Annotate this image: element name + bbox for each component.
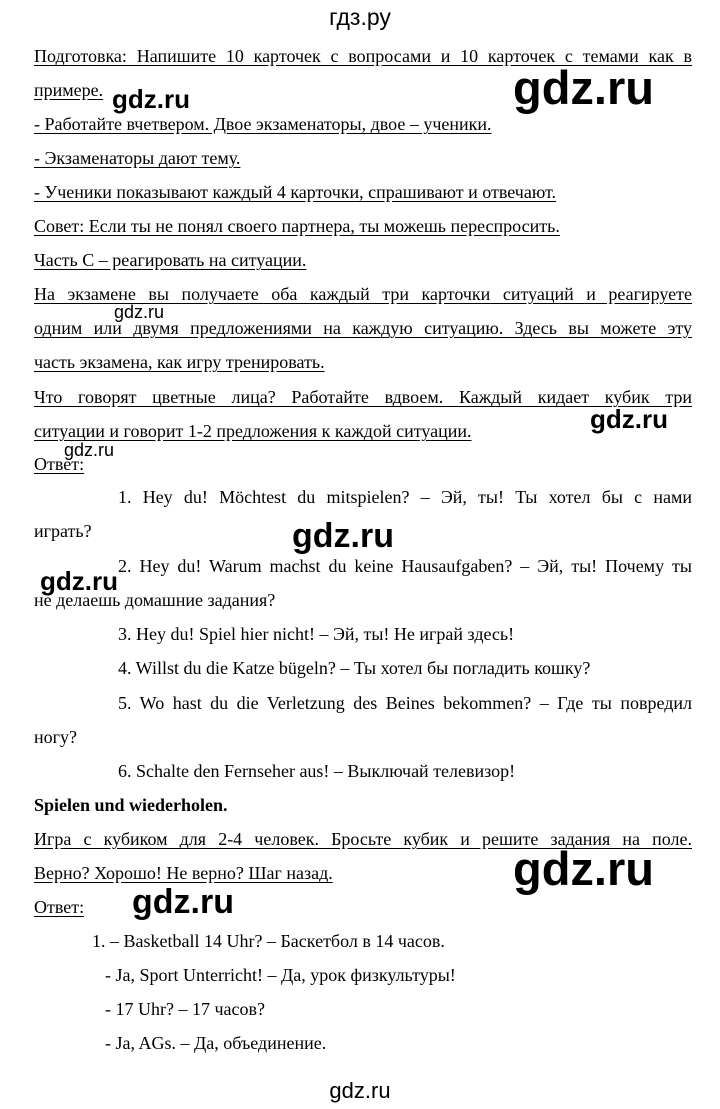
task-line: На экзамене вы получаете оба каждый три карточки ситуаций и реагируете [34,284,692,304]
task-line: Подготовка: Напишите 10 карточек с вопросами и 10 карточек с темами как в [34,46,692,66]
task-line: одним или двумя предложениями на каждую ситуацию. Здесь вы можете эту [34,318,692,338]
task-line: - Ученики показывают каждый 4 карточки, спрашивают и отвечают. [34,182,557,202]
task-line: ситуации и говорит 1-2 предложения к каждой ситуации. [34,421,472,441]
answer-line: играть? [34,521,92,541]
answer-line: 1. Hey du! Möchtest du mitspielen? – Эй, ты! Ты хотел бы с нами [118,487,692,507]
dialog-line: - 17 Uhr? – 17 часов? [105,999,265,1019]
watermark: gdz.ru [292,517,394,555]
answer-label: Ответ: [34,454,85,474]
section-title: Spielen und wiederholen. [34,795,228,815]
dialog-line: - Ja, AGs. – Да, объединение. [105,1033,327,1053]
watermark: gdz.ru [64,440,115,460]
answer-line: 5. Wo hast du die Verletzung des Beines bekommen? – Где ты повредил [118,693,692,713]
answer-line: 2. Hey du! Warum machst du keine Hausaufgaben? – Эй, ты! Почему ты [118,556,692,576]
watermark: gdz.ru [114,302,165,322]
section-line: Верно? Хорошо! Не верно? Шаг назад. [34,863,333,883]
answer-line: 6. Schalte den Fernseher aus! – Выключай телевизор! [118,761,516,781]
answer-line: не делаешь домашние задания? [34,590,276,610]
task-line: часть экзамена, как игру тренировать. [34,352,325,372]
answer-label: Ответ: [34,897,85,917]
task-line: Часть С – реагировать на ситуации. [34,250,307,270]
watermark: gdz.ru [112,84,190,114]
site-footer: gdz.ru [329,1078,391,1103]
task-line: Совет: Если ты не понял своего партнера, ты можешь переспросить. [34,216,560,236]
watermark: gdz.ru [132,883,234,921]
answer-line: 3. Hey du! Spiel hier nicht! – Эй, ты! Не играй здесь! [118,624,515,644]
answer-line: 4. Willst du die Katze bügeln? – Ты хотел бы погладить кошку? [118,658,591,678]
watermark: gdz.ru [590,404,668,434]
section-line: Игра с кубиком для 2-4 человек. Бросьте кубик и решите задания на поле. [34,829,692,849]
dialog-line: - Ja, Sport Unterricht! – Да, урок физкультуры! [105,965,456,985]
watermark: gdz.ru [40,566,118,596]
task-line: - Экзаменаторы дают тему. [34,148,241,168]
dialog-line: 1. – Basketball 14 Uhr? – Баскетбол в 14 часов. [92,931,445,951]
watermark: gdz.ru [513,61,654,114]
task-line: примере. [34,80,104,100]
task-line: - Работайте вчетвером. Двое экзаменаторы, двое – ученики. [34,114,492,134]
task-line: Что говорят цветные лица? Работайте вдвоем. Каждый кидает кубик три [34,387,692,407]
answer-line: ногу? [34,727,78,747]
watermark: gdz.ru [513,842,654,895]
site-header: гдз.ру [329,4,391,30]
